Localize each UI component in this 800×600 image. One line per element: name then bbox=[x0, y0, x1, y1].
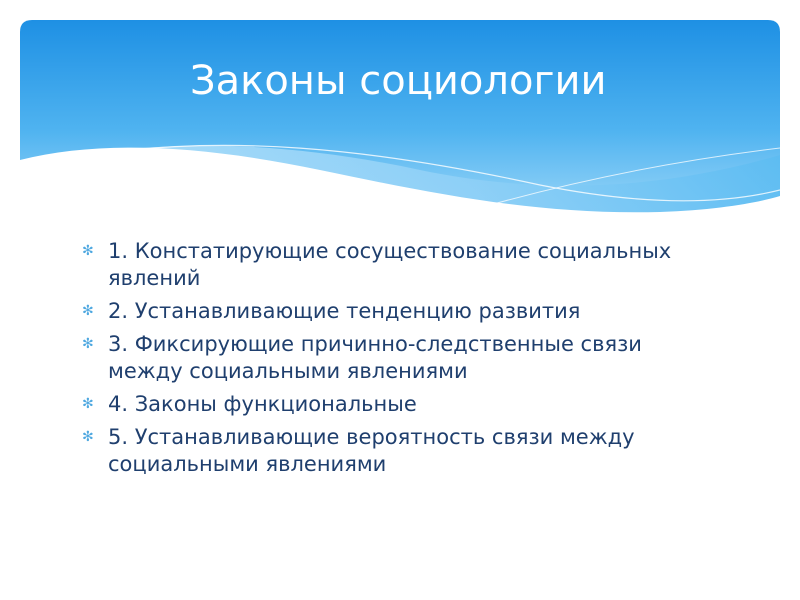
bullet-icon: ✻ bbox=[82, 336, 94, 352]
list-item bbox=[82, 424, 722, 478]
bullet-icon: ✻ bbox=[82, 303, 94, 319]
list-item bbox=[82, 331, 722, 385]
list-item-text: 4. Законы функциональные bbox=[108, 392, 417, 416]
bullet-icon: ✻ bbox=[82, 396, 94, 412]
slide-title: Законы социологии bbox=[190, 58, 607, 104]
list-item bbox=[82, 298, 722, 325]
list-item bbox=[82, 238, 722, 292]
wave-background bbox=[20, 20, 780, 220]
content-area bbox=[82, 238, 722, 484]
bullet-list bbox=[82, 238, 722, 478]
bullet-icon: ✻ bbox=[82, 429, 94, 445]
list-item-text: 3. Фиксирующие причинно-следственные связи между социальными явлениями bbox=[108, 332, 642, 383]
list-item-text: 2. Устанавливающие тенденцию развития bbox=[108, 299, 581, 323]
bullet-icon: ✻ bbox=[82, 243, 94, 259]
list-item bbox=[82, 391, 722, 418]
list-item-text: 5. Устанавливающие вероятность связи между социальными явлениями bbox=[108, 425, 635, 476]
list-item-text: 1. Констатирующие сосуществование социальных явлений bbox=[108, 239, 672, 290]
header-banner bbox=[20, 20, 780, 220]
